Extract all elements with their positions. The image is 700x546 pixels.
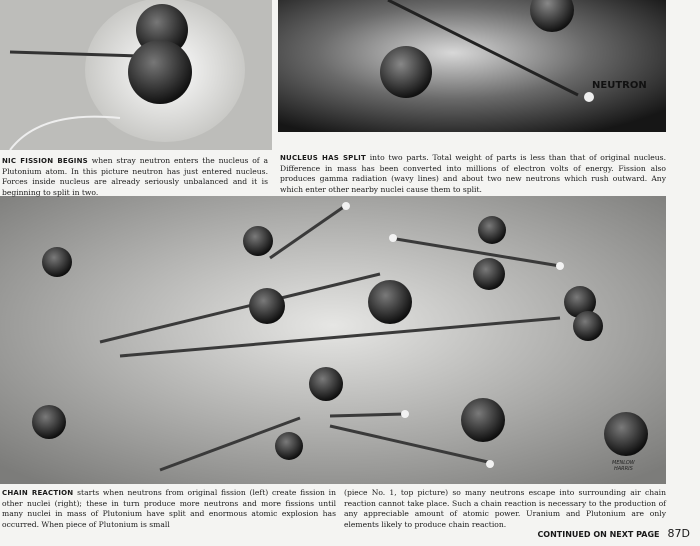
nucleus-split-art	[278, 0, 666, 132]
caption-lead: NIC FISSION BEGINS	[2, 157, 88, 165]
continued-label: CONTINUED ON NEXT PAGE	[537, 530, 660, 539]
chain-reaction-art	[0, 196, 666, 484]
nucleus-lower	[128, 40, 192, 104]
fission-begins-art	[0, 0, 272, 150]
caption-chain-reaction	[2, 488, 336, 530]
illustration-chain-reaction	[0, 196, 666, 484]
signature-line-2: HARRIS	[613, 466, 633, 472]
caption-lead: NUCLEUS HAS SPLIT	[280, 154, 366, 162]
page-number: 87D	[667, 527, 690, 540]
caption-lead: CHAIN REACTION	[2, 489, 74, 497]
neutron-dot	[584, 92, 594, 102]
fragment-left	[380, 46, 432, 98]
illustration-nucleus-split	[278, 0, 666, 132]
illustration-fission-begins	[0, 0, 272, 150]
signature-line-1: MENLOW	[612, 460, 635, 466]
caption-chain-reaction-continued	[344, 488, 666, 530]
neutron-label: NEUTRON	[592, 80, 647, 91]
artist-signature	[612, 460, 635, 472]
caption-body: starts when neutrons from original fission (left) create fission in other nuclei (right); these in turn produce more neutrons and more fissions until many nuclei in mass of Plutonium have split and enormous atomic explosion has occurred. When piece of Plutonium is small	[2, 488, 336, 529]
caption-body: when stray neutron enters the nucleus of a Plutonium atom. In this picture neutron has just entered nucleus. Forces inside nucleus are already seriously unbalanced and it is beginning to split in two.	[2, 156, 268, 197]
caption-nucleus-split	[280, 153, 666, 195]
caption-fission-begins	[2, 156, 268, 198]
page-footer	[537, 527, 690, 540]
caption-body: into two parts. Total weight of parts is less than that of original nucleus. Difference in mass has been converted into millions of electron volts of energy. Fission also produces gamma radiation (wavy lines) and about two new neutrons which rush outward. Any which enter other nearby nuclei cause them to split.	[280, 153, 666, 194]
caption-body: (piece No. 1, top picture) so many neutrons escape into surrounding air chain reaction cannot take place. Such a chain reaction is necessary to the production of any appreciable amount of atomic power. Uranium and Plutonium are only elements likely to produce chain reaction.	[344, 488, 666, 529]
